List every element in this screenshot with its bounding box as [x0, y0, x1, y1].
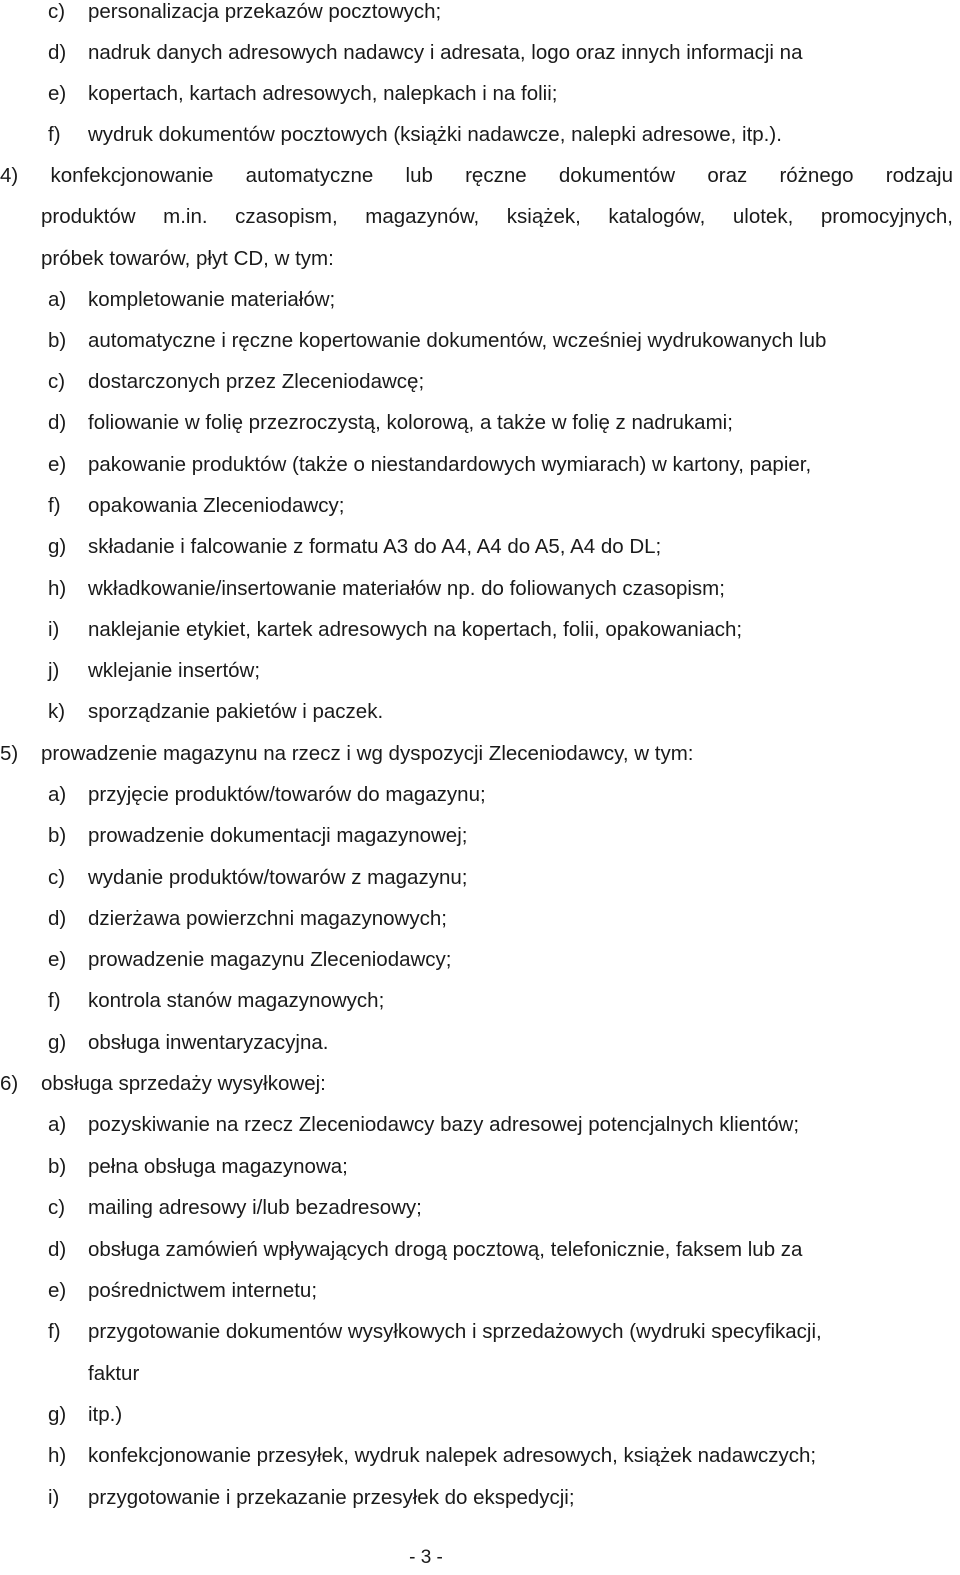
item-text: mailing adresowy i/lub bezadresowy;	[88, 1196, 422, 1219]
paragraph-line: produktów m.in. czasopism, magazynów, książek, katalogów, ulotek, promocyjnych,	[41, 205, 953, 228]
item-text: kopertach, kartach adresowych, nalepkach i na folii;	[88, 82, 558, 105]
item-text: personalizacja przekazów pocztowych;	[88, 0, 442, 23]
item-label: g)	[48, 1403, 67, 1426]
item-text: prowadzenie dokumentacji magazynowej;	[88, 824, 468, 847]
item-label: j)	[48, 659, 60, 682]
item-label: f)	[48, 123, 61, 146]
section-label: 6)	[0, 1072, 19, 1095]
item-label: b)	[48, 1155, 67, 1178]
item-label: i)	[48, 1486, 60, 1509]
item-text: przygotowanie i przekazanie przesyłek do ekspedycji;	[88, 1486, 575, 1509]
item-text: obsługa inwentaryzacyjna.	[88, 1031, 329, 1054]
item-label: c)	[48, 370, 66, 393]
item-label: e)	[48, 82, 67, 105]
item-label: c)	[48, 1196, 66, 1219]
paragraph-line: próbek towarów, płyt CD, w tym:	[41, 247, 334, 270]
item-text: wydanie produktów/towarów z magazynu;	[88, 866, 468, 889]
item-text: kompletowanie materiałów;	[88, 288, 336, 311]
item-label: d)	[48, 907, 67, 930]
item-text: pośrednictwem internetu;	[88, 1279, 318, 1302]
item-label: b)	[48, 824, 67, 847]
item-label: a)	[48, 288, 67, 311]
item-label: k)	[48, 700, 66, 723]
item-text: naklejanie etykiet, kartek adresowych na kopertach, folii, opakowaniach;	[88, 618, 743, 641]
item-label: e)	[48, 1279, 67, 1302]
item-label: g)	[48, 1031, 67, 1054]
item-label: f)	[48, 494, 61, 517]
item-text: obsługa zamówień wpływających drogą pocztową, telefonicznie, faksem lub za	[88, 1238, 803, 1261]
item-label: d)	[48, 41, 67, 64]
item-text: wydruk dokumentów pocztowych (książki nadawcze, nalepki adresowe, itp.).	[88, 123, 782, 146]
item-text: dostarczonych przez Zleceniodawcę;	[88, 370, 425, 393]
item-text: automatyczne i ręczne kopertowanie dokumentów, wcześniej wydrukowanych lub	[88, 329, 827, 352]
item-label: e)	[48, 453, 67, 476]
item-text: przyjęcie produktów/towarów do magazynu;	[88, 783, 486, 806]
item-text: sporządzanie pakietów i paczek.	[88, 700, 384, 723]
section-text: prowadzenie magazynu na rzecz i wg dyspozycji Zleceniodawcy, w tym:	[41, 742, 694, 765]
item-text: faktur	[88, 1362, 140, 1385]
section-text: obsługa sprzedaży wysyłkowej:	[41, 1072, 326, 1095]
item-label: c)	[48, 0, 66, 23]
item-text: kontrola stanów magazynowych;	[88, 989, 385, 1012]
item-label: f)	[48, 1320, 61, 1343]
item-text: wklejanie insertów;	[88, 659, 261, 682]
page-number: - 3 -	[409, 1547, 443, 1568]
paragraph-line: 4) konfekcjonowanie automatyczne lub ręczne dokumentów oraz różnego rodzaju	[0, 164, 953, 187]
item-text: nadruk danych adresowych nadawcy i adresata, logo oraz innych informacji na	[88, 41, 803, 64]
item-text: pakowanie produktów (także o niestandardowych wymiarach) w kartony, papier,	[88, 453, 812, 476]
item-label: d)	[48, 411, 67, 434]
item-label: h)	[48, 577, 67, 600]
item-label: f)	[48, 989, 61, 1012]
item-label: d)	[48, 1238, 67, 1261]
item-text: foliowanie w folię przezroczystą, kolorową, a także w folię z nadrukami;	[88, 411, 733, 434]
item-label: g)	[48, 535, 67, 558]
item-label: e)	[48, 948, 67, 971]
item-text: prowadzenie magazynu Zleceniodawcy;	[88, 948, 452, 971]
item-text: pozyskiwanie na rzecz Zleceniodawcy bazy adresowej potencjalnych klientów;	[88, 1113, 800, 1136]
item-text: dzierżawa powierzchni magazynowych;	[88, 907, 447, 930]
item-text: itp.)	[88, 1403, 123, 1426]
item-text: konfekcjonowanie przesyłek, wydruk nalepek adresowych, książek nadawczych;	[88, 1444, 817, 1467]
item-label: a)	[48, 783, 67, 806]
item-text: opakowania Zleceniodawcy;	[88, 494, 345, 517]
item-label: c)	[48, 866, 66, 889]
item-text: pełna obsługa magazynowa;	[88, 1155, 348, 1178]
item-text: przygotowanie dokumentów wysyłkowych i sprzedażowych (wydruki specyfikacji,	[88, 1320, 822, 1343]
section-label: 5)	[0, 742, 19, 765]
item-text: wkładkowanie/insertowanie materiałów np. do foliowanych czasopism;	[88, 577, 725, 600]
item-label: a)	[48, 1113, 67, 1136]
item-label: h)	[48, 1444, 67, 1467]
item-label: b)	[48, 329, 67, 352]
item-label: i)	[48, 618, 60, 641]
item-text: składanie i falcowanie z formatu A3 do A4, A4 do A5, A4 do DL;	[88, 535, 662, 558]
